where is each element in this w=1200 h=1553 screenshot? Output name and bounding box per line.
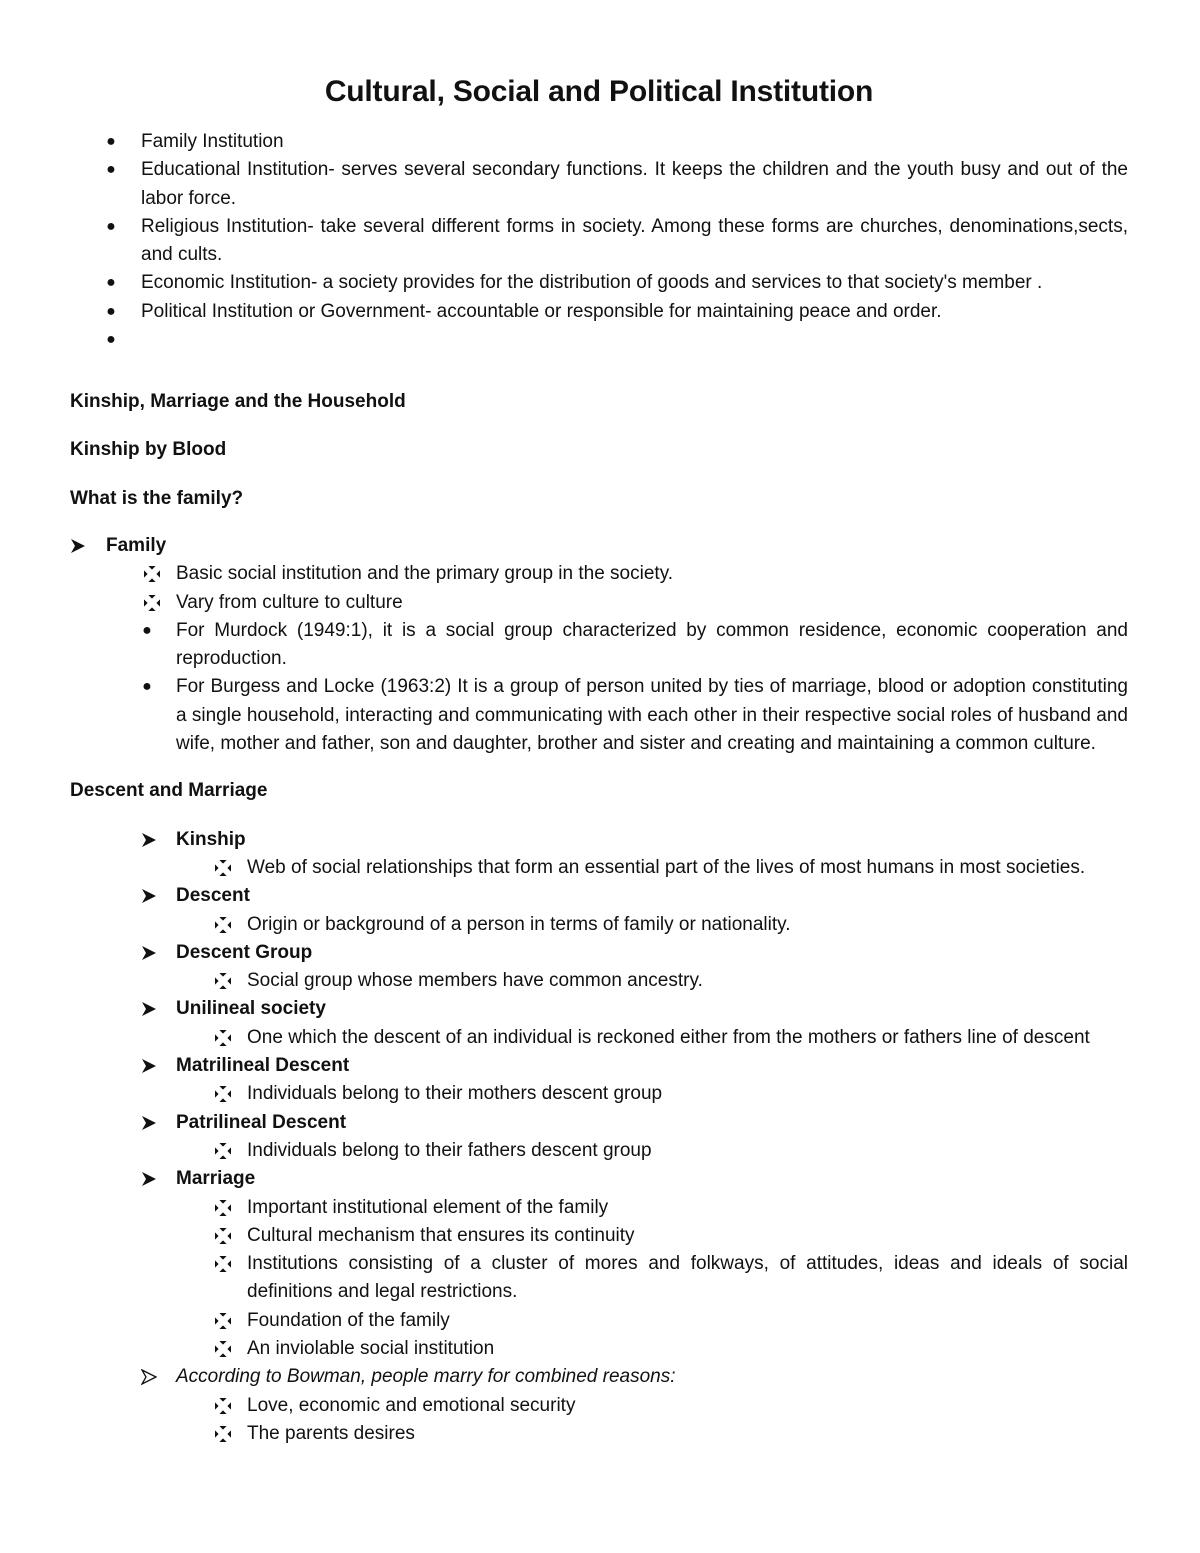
term-point-text: An inviolable social institution [247,1337,495,1359]
term-point [70,1080,1128,1108]
term-point-marker-icon [215,1137,233,1159]
institution-item [70,128,1128,156]
institution-item-marker: ● [106,217,116,235]
term-point-text: Individuals belong to their fathers descent group [247,1139,652,1161]
institution-item-text: Family Institution [141,131,284,152]
term-point [70,854,1128,882]
term-point-marker-icon [215,1335,233,1357]
family-point-text: Vary from culture to culture [176,591,403,613]
bowman-point-marker-icon [215,1420,233,1442]
term-point-text: Institutions consisting of a cluster of mores and folkways, of attitudes, ideas and ideals of social definitions and legal restrictions. [247,1253,1128,1303]
term-heading-text: Patrilineal Descent [176,1111,347,1133]
term-heading-text: Kinship [176,828,246,850]
term-point-text: One which the descent of an individual is reckoned either from the mothers or fathers line of descent [247,1026,1090,1048]
term-point [70,967,1128,995]
term-point [70,1222,1128,1250]
term-heading-text: Matrilineal Descent [176,1055,350,1077]
institution-item-text: Political Institution or Government- accountable or responsible for maintaining peace and order. [141,300,942,322]
term-point-text: Web of social relationships that form an essential part of the lives of most humans in most societies. [247,856,1086,878]
term-point-text: Cultural mechanism that ensures its continuity [247,1224,635,1246]
institution-item-text: Religious Institution- take several different forms in society. Among these forms are churches, denominations,sects, and cults. [141,215,1128,266]
term-point-marker-icon [215,967,233,989]
family-term-marker-icon [70,532,88,554]
term-heading [70,939,1128,967]
bowman-point-text: Love, economic and emotional security [247,1394,576,1416]
institution-item-marker: ● [106,331,116,349]
institution-item-marker: ● [106,274,116,292]
term-heading [70,1165,1128,1193]
institution-item [70,326,1128,354]
term-point-marker-icon [215,1080,233,1102]
term-heading-marker-icon [141,995,159,1017]
bowman-point [70,1420,1128,1448]
term-point-marker-icon [215,911,233,933]
term-heading [70,1109,1128,1137]
term-heading-marker-icon [141,1052,159,1074]
term-point [70,1194,1128,1222]
bowman-point-marker-icon [215,1392,233,1414]
term-heading-marker-icon [141,826,159,848]
institution-item-text: Educational Institution- serves several secondary functions. It keeps the children and the youth busy and out of the labor force. [141,159,1128,209]
term-point [70,1137,1128,1165]
family-definition-marker: ● [142,678,152,696]
bowman-point-text: The parents desires [247,1422,415,1444]
term-heading [70,826,1128,854]
institution-item-text: Economic Institution- a society provides for the distribution of goods and services to that society's member . [141,272,1043,294]
document-title: Cultural, Social and Political Institution [324,75,874,108]
term-heading [70,995,1128,1023]
term-heading-text: Descent [176,885,250,907]
heading-kinship-blood: Kinship by Blood [70,439,227,461]
heading-descent-marriage: Descent and Marriage [70,780,268,802]
term-point-marker-icon [215,854,233,876]
family-point-marker-icon [144,589,162,611]
term-heading-marker-icon [141,1109,159,1131]
term-point-marker-icon [215,1250,233,1272]
family-point-text: Basic social institution and the primary group in the society. [176,563,674,585]
family-section [70,532,1128,758]
institution-item-marker: ● [106,161,116,179]
term-heading [70,1052,1128,1080]
term-point-marker-icon [215,1194,233,1216]
term-heading-marker-icon [141,939,159,961]
terms-section [70,826,1128,1449]
term-point-text: Social group whose members have common ancestry. [247,970,703,992]
institution-item-marker: ● [106,302,116,320]
family-definition-marker: ● [142,621,152,639]
family-definition [70,617,1128,674]
term-point [70,1307,1128,1335]
family-point [70,589,1128,617]
term-point [70,1024,1128,1052]
institution-item [70,156,1128,213]
institution-item [70,298,1128,326]
institution-item-marker: ● [106,133,116,150]
term-heading [70,882,1128,910]
institution-item [70,269,1128,297]
term-heading-text: Unilineal society [176,998,326,1020]
bowman-heading-text: According to Bowman, people marry for combined reasons: [176,1366,676,1388]
term-heading-text: Descent Group [176,941,313,963]
heading-what-is-family: What is the family? [70,487,244,509]
family-term [70,532,1128,560]
term-point-text: Foundation of the family [247,1309,450,1331]
term-point [70,1250,1128,1307]
term-heading-marker-icon [141,882,159,904]
family-definition [70,673,1128,758]
term-point [70,911,1128,939]
bowman-heading-marker-icon [141,1363,159,1385]
term-point-text: Origin or background of a person in terms of family or nationality. [247,913,791,935]
bowman-point [70,1392,1128,1420]
term-point-marker-icon [215,1222,233,1244]
heading-kinship-marriage: Kinship, Marriage and the Household [70,391,406,413]
institution-list [70,128,1128,354]
term-point [70,1335,1128,1363]
term-point-marker-icon [215,1307,233,1329]
family-definition-text: For Murdock (1949:1), it is a social group characterized by common residence, economic cooperation and reproduction. [176,619,1128,670]
family-term-text: Family [106,534,167,556]
family-point-marker-icon [144,560,162,582]
bowman-heading [70,1363,1128,1391]
term-point-text: Important institutional element of the family [247,1196,609,1218]
term-heading-text: Marriage [176,1168,256,1190]
family-point [70,560,1128,588]
term-point-marker-icon [215,1024,233,1046]
term-heading-marker-icon [141,1165,159,1187]
term-point-text: Individuals belong to their mothers descent group [247,1083,663,1105]
institution-item [70,213,1128,270]
family-definition-text: For Burgess and Locke (1963:2) It is a group of person united by ties of marriage, blood or adoption constituting a single household, interacting and communicating with each other in their respective social roles of husband and wife, mother and father, son and daughter, brother and sister and creating and maintaining a common culture. [176,676,1128,755]
